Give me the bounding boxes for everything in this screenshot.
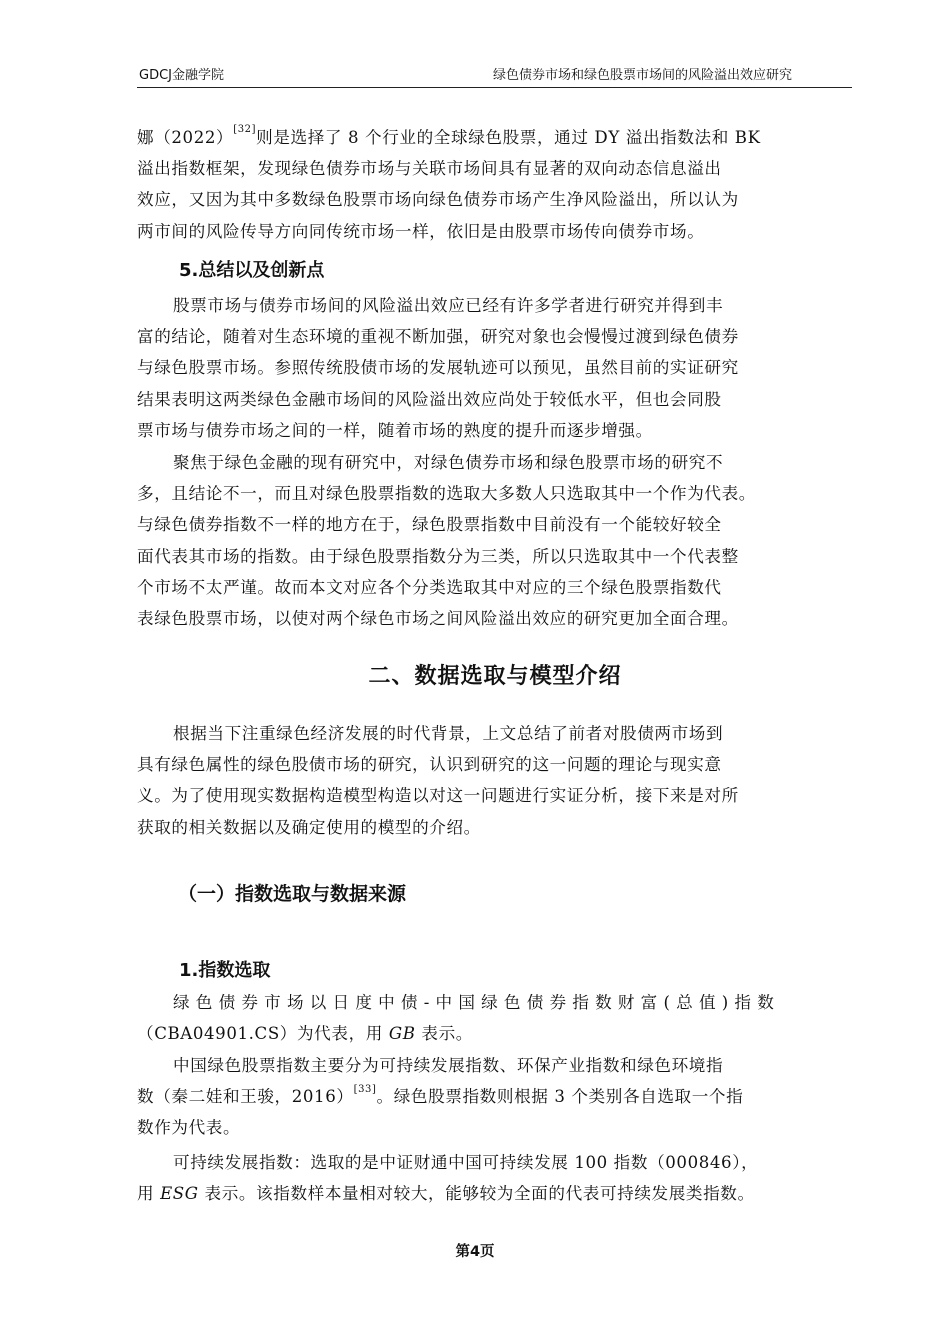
bond-index-paragraph bbox=[137, 987, 852, 1049]
text-line: 则是选择了 8 个行业的全球绿色股票，通过 DY 溢出指数法和 BK bbox=[256, 128, 761, 147]
section5-paragraph-2 bbox=[137, 447, 852, 634]
header-paper-title: 绿色债券市场和绿色股票市场间的风险溢出效应研究 bbox=[492, 68, 792, 83]
page-number: 第4页 bbox=[455, 1244, 495, 1260]
citation-ref: [32] bbox=[233, 124, 257, 136]
text-line: 根据当下注重绿色经济发展的时代背景，上文总结了前者对股债两市场到 bbox=[173, 724, 724, 743]
stock-index-paragraph bbox=[137, 1050, 852, 1144]
text-line bbox=[137, 122, 852, 153]
text-line: 数（秦二娃和王骏，2016） bbox=[137, 1087, 354, 1107]
citation-ref: [33] bbox=[353, 1083, 377, 1095]
text-line: 面代表其市场的指数。由于绿色股票指数分为三类，所以只选取其中一个代表整 bbox=[137, 546, 739, 566]
text-line: 个市场不太严谨。故而本文对应各个分类选取其中对应的三个绿色股票指数代 bbox=[137, 577, 722, 597]
text-line: 获取的相关数据以及确定使用的模型的介绍。 bbox=[137, 817, 481, 837]
text-line: 表示。该指数样本量相对较大，能够较为全面的代表可持续发展类指数。 bbox=[198, 1184, 755, 1204]
text-line: 溢出指数框架，发现绿色债券市场与关联市场间具有显著的双向动态信息溢出 bbox=[137, 159, 722, 179]
intro-paragraph bbox=[137, 122, 852, 247]
section-heading: （一）指数选取与数据来源 bbox=[178, 883, 407, 905]
text-line: 表示。 bbox=[415, 1024, 473, 1044]
chapter-heading: 二、数据选取与模型介绍 bbox=[368, 664, 622, 689]
text-line: 具有绿色属性的绿色股债市场的研究，认识到研究的这一问题的理论与现实意 bbox=[137, 755, 722, 775]
section5-paragraph-1 bbox=[137, 290, 852, 446]
text-line: 与绿色债券指数不一样的地方在于，绿色股票指数中目前没有一个能较好较全 bbox=[137, 515, 722, 535]
chapter2-intro-paragraph bbox=[137, 718, 852, 843]
esg-index-paragraph bbox=[137, 1147, 852, 1209]
text-line: 用 bbox=[137, 1184, 161, 1204]
text-line bbox=[137, 1178, 852, 1209]
text-line: 股票市场与债券市场间的风险溢出效应已经有许多学者进行研究并得到丰 bbox=[173, 296, 724, 315]
text-line bbox=[137, 1081, 852, 1112]
text-line: 娜（2022） bbox=[137, 128, 234, 147]
text-line: 票市场与债券市场之间的一样，随着市场的熟度的提升而逐步增强。 bbox=[137, 420, 653, 440]
text-line: 可持续发展指数：选取的是中证财通中国可持续发展 100 指数（000846）， bbox=[173, 1153, 759, 1172]
header-institution: GDCJ金融学院 bbox=[139, 68, 224, 83]
variable-esg: ESG bbox=[160, 1184, 199, 1204]
text-line: 聚焦于绿色金融的现有研究中，对绿色债券市场和绿色股票市场的研究不 bbox=[173, 453, 724, 472]
section-heading-5: 5.总结以及创新点 bbox=[179, 260, 325, 281]
variable-gb: GB bbox=[388, 1024, 416, 1044]
subsection-heading: 1.指数选取 bbox=[179, 960, 271, 981]
text-line: 富的结论，随着对生态环境的重视不断加强，研究对象也会慢慢过渡到绿色债券 bbox=[137, 327, 739, 347]
text-line: 绿色债券市场以日度中债-中国绿色债券指数财富(总值)指数 bbox=[173, 993, 780, 1012]
text-line: （CBA04901.CS）为代表，用 bbox=[137, 1024, 389, 1044]
text-line: 多，且结论不一，而且对绿色股票指数的选取大多数人只选取其中一个作为代表。 bbox=[137, 484, 756, 504]
text-line: 两市间的风险传导方向同传统市场一样，依旧是由股票市场传向债券市场。 bbox=[137, 221, 705, 241]
text-line: 数作为代表。 bbox=[137, 1118, 241, 1138]
text-line: 效应，又因为其中多数绿色股票市场向绿色债券市场产生净风险溢出，所以认为 bbox=[137, 190, 739, 210]
running-header bbox=[137, 66, 852, 88]
text-line: 中国绿色股票指数主要分为可持续发展指数、环保产业指数和绿色环境指 bbox=[173, 1056, 724, 1075]
text-line: 义。为了使用现实数据构造模型构造以对这一问题进行实证分析，接下来是对所 bbox=[137, 786, 739, 806]
text-line: 。绿色股票指数则根据 3 个类别各自选取一个指 bbox=[376, 1087, 744, 1107]
text-line: 与绿色股票市场。参照传统股债市场的发展轨迹可以预见，虽然目前的实证研究 bbox=[137, 358, 739, 378]
text-line bbox=[137, 1018, 852, 1049]
text-line: 结果表明这两类绿色金融市场间的风险溢出效应尚处于较低水平，但也会同股 bbox=[137, 389, 722, 409]
text-line: 表绿色股票市场，以使对两个绿色市场之间风险溢出效应的研究更加全面合理。 bbox=[137, 609, 739, 629]
